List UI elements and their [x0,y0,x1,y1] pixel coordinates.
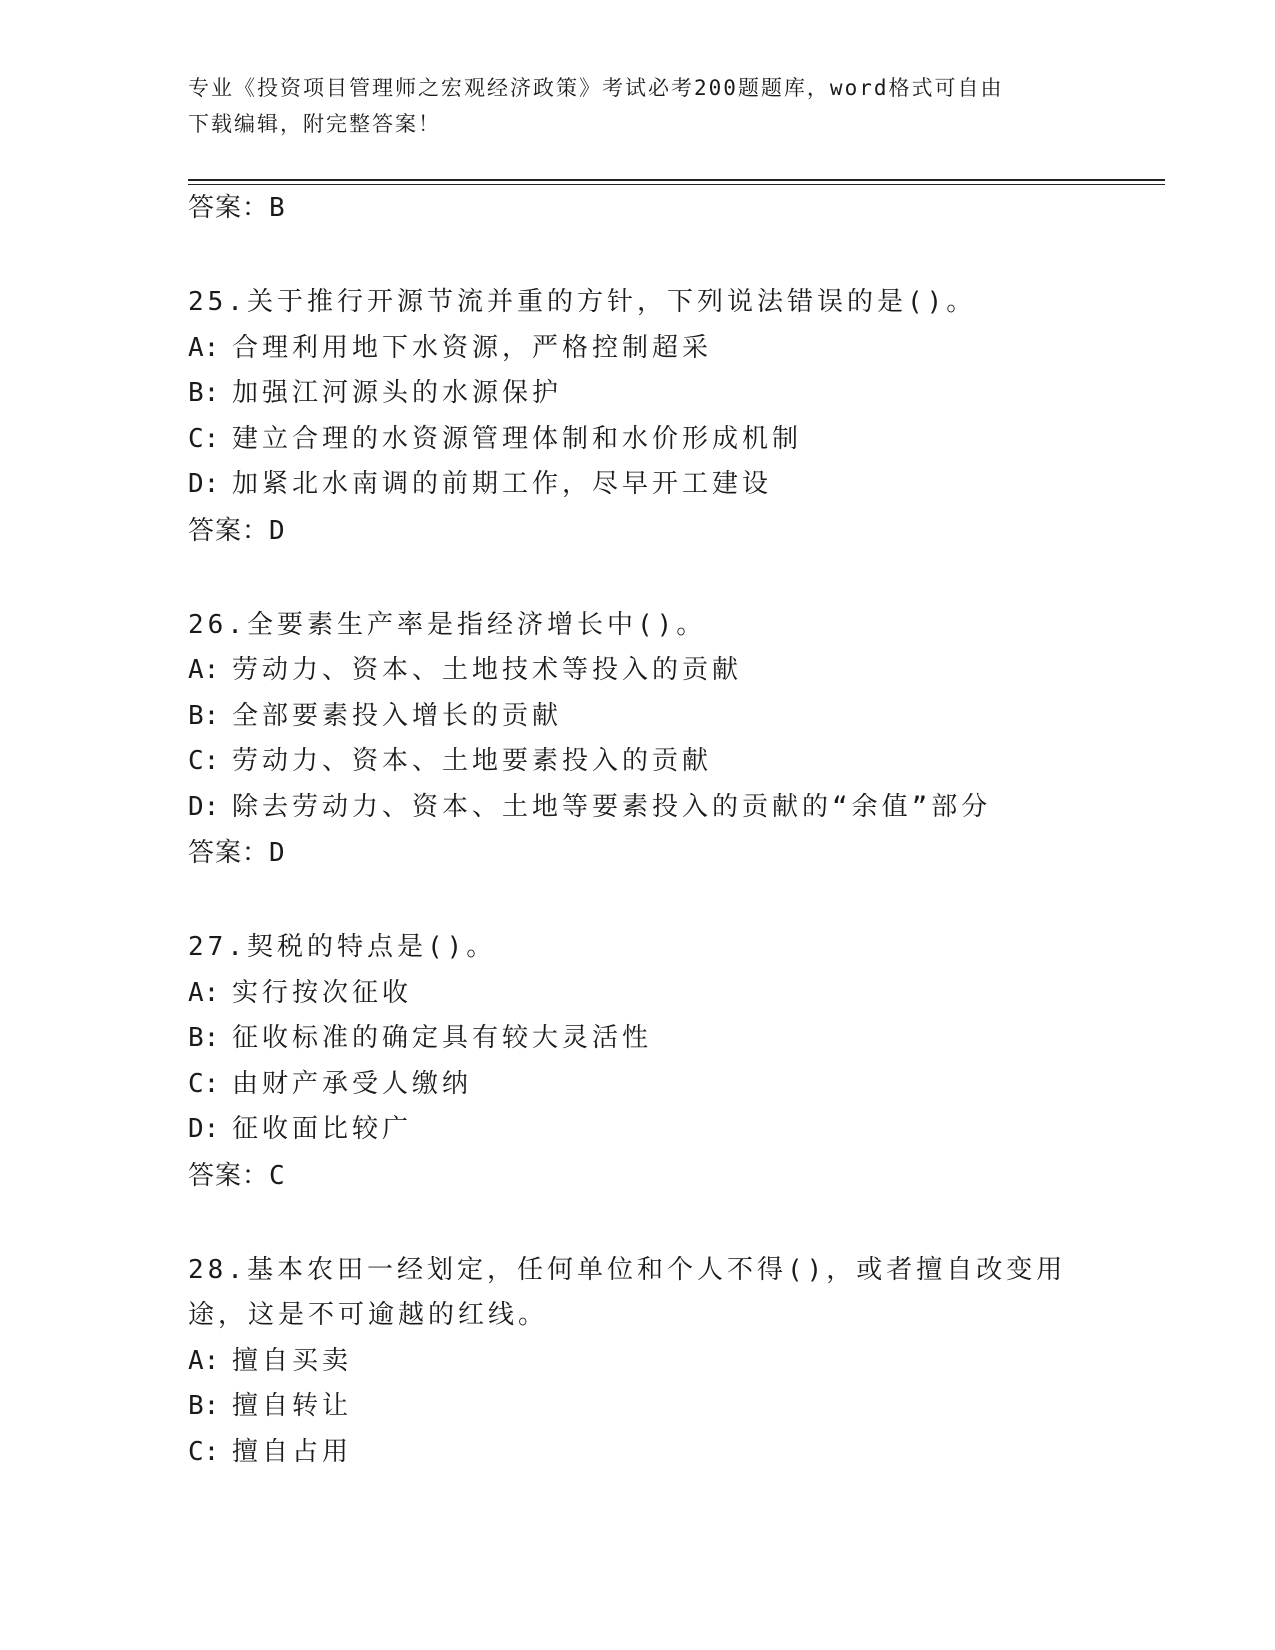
option-letter: D: [188,791,220,822]
option-text: 加强江河源头的水源保护 [232,378,563,408]
option-letter: A: [188,332,220,363]
question-27 [188,925,1088,1194]
option-c [188,1430,1088,1476]
option-letter: A: [188,1345,220,1376]
answer-line: 答案：D [188,515,286,546]
option-text: 建立合理的水资源管理体制和水价形成机制 [232,423,803,454]
option-letter: C: [188,423,220,454]
option-b [188,1016,1088,1062]
option-a [188,1339,1088,1385]
option-letter: B: [188,1391,220,1421]
header-rule-thin [188,184,1165,185]
option-text: 劳动力、资本、土地要素投入的贡献 [232,746,713,776]
option-letter: B: [188,378,220,408]
option-text: 由财产承受人缴纳 [232,1068,473,1099]
option-text: 擅自转让 [232,1391,353,1421]
option-letter: D: [188,1114,220,1144]
option-c [188,739,1088,785]
option-b [188,1384,1088,1430]
header-rule-thick [188,179,1165,181]
option-letter: B: [188,700,220,731]
header-line-1: 专业《投资项目管理师之宏观经济政策》考试必考200题题库，word格式可自由 [188,76,1004,100]
option-letter: A: [188,977,220,1008]
option-text: 全部要素投入增长的贡献 [232,700,563,731]
option-letter: B: [188,1023,220,1053]
option-text: 劳动力、资本、土地技术等投入的贡献 [232,655,743,685]
option-a [188,326,1088,372]
option-d [188,462,1088,508]
option-text: 实行按次征收 [232,977,413,1008]
option-text: 加紧北水南调的前期工作，尽早开工建设 [232,469,773,499]
option-b [188,371,1088,417]
option-text: 合理利用地下水资源，严格控制超采 [232,332,713,363]
option-letter: C: [188,1436,220,1467]
question-28 [188,1248,1088,1476]
option-d [188,1107,1088,1153]
option-text: 征收面比较广 [232,1114,413,1144]
option-b [188,694,1088,740]
answer-line: 答案：B [188,193,286,223]
option-letter: C: [188,1068,220,1099]
option-c [188,1062,1088,1108]
option-a [188,648,1088,694]
document-header [188,70,1088,142]
question-stem: 26.全要素生产率是指经济增长中()。 [188,609,707,640]
question-stem: 25.关于推行开源节流并重的方针，下列说法错误的是()。 [188,287,977,317]
question-26 [188,603,1088,872]
question-stem: 28.基本农田一经划定，任何单位和个人不得()，或者擅自改变用途，这是不可逾越的红线。 [188,1254,1067,1330]
option-letter: A: [188,655,220,685]
option-letter: D: [188,469,220,499]
option-text: 擅自买卖 [232,1345,353,1376]
option-text: 除去劳动力、资本、土地等要素投入的贡献的“余值”部分 [232,791,992,822]
question-stem: 27.契税的特点是()。 [188,932,497,962]
option-a [188,971,1088,1017]
answer-line: 答案：C [188,1160,286,1191]
question-25 [188,280,1088,549]
option-text: 征收标准的确定具有较大灵活性 [232,1023,653,1053]
option-d [188,785,1088,831]
option-letter: C: [188,746,220,776]
option-c [188,417,1088,463]
header-line-2: 下载编辑，附完整答案！ [188,112,441,136]
option-text: 擅自占用 [232,1436,353,1467]
question-list [188,190,1088,1475]
answer-line: 答案：D [188,838,286,868]
